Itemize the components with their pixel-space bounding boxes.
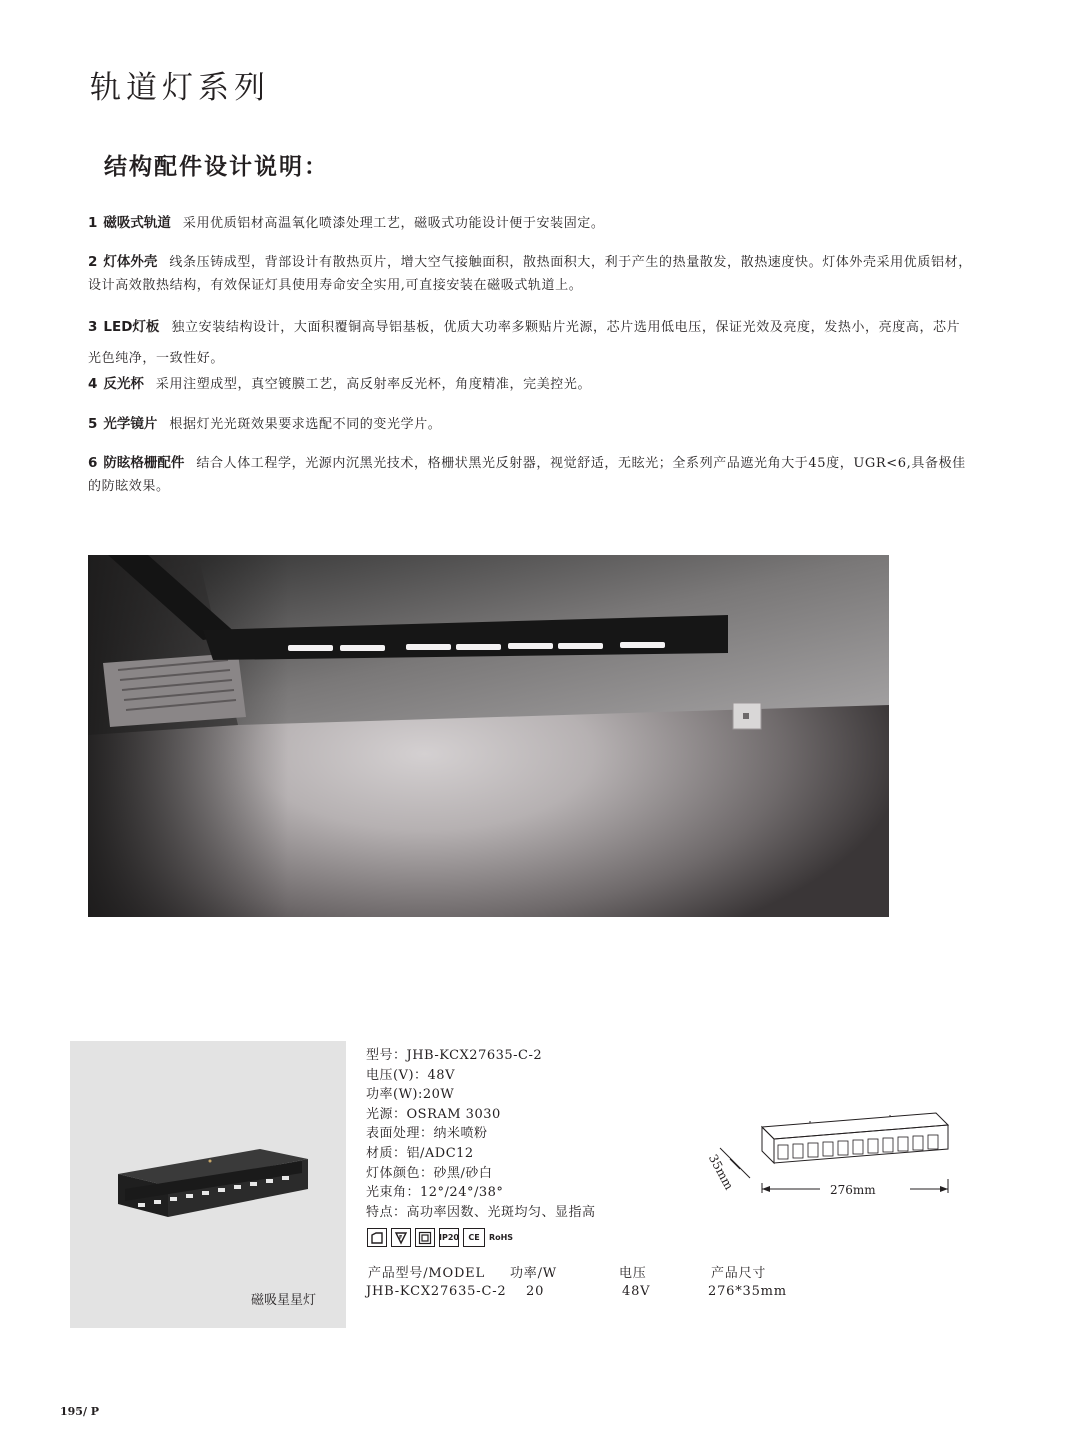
feature-number: 2 (88, 254, 98, 270)
spec-model: 型号：JHB-KCX27635-C-2 (366, 1048, 543, 1063)
ip20-icon: IP20 (439, 1228, 459, 1247)
dimension-height: 35mm (705, 1151, 737, 1193)
feature-text: 根据灯光光斑效果要求选配不同的变光学片。 (169, 417, 442, 432)
header-size: 产品尺寸 (711, 1266, 767, 1281)
spec-voltage: 电压(V)：48V (366, 1067, 455, 1083)
ceiling-mount-icon (367, 1228, 387, 1247)
ce-mark-icon: CE (463, 1228, 485, 1247)
feature-1 (88, 212, 973, 235)
feature-label: 反光杯 (103, 376, 144, 392)
spec-power: 功率(W):20W (366, 1087, 455, 1103)
feature-text: 线条压铸成型，背部设计有散热页片，增大空气接触面积，散热面积大，利于产生的热量散发，散热速度快。灯体外壳采用优质铝材，设计高效散热结构，有效保证灯具使用寿命安全实用,可直接安装在磁吸式轨道上。 (88, 255, 972, 293)
product-caption: 磁吸星星灯 (250, 1293, 316, 1308)
certification-icons (367, 1228, 513, 1247)
spec-list (366, 1046, 596, 1222)
feature-text: 结合人体工程学，光源内沉黑光技术，格栅状黑光反射器，视觉舒适，无眩光；全系列产品遮光角大于45度，UGR<6,具备极佳的防眩效果。 (88, 456, 966, 494)
rohs-icon: RoHS (488, 1233, 514, 1242)
feature-text: 采用优质铝材高温氧化喷漆处理工艺，磁吸式功能设计便于安装固定。 (182, 216, 605, 231)
feature-label: LED灯板 (103, 319, 160, 335)
section-title: 结构配件设计说明： (104, 154, 329, 180)
feature-label: 防眩格栅配件 (103, 455, 185, 471)
feature-2 (88, 251, 973, 297)
feature-label: 光学镜片 (103, 416, 158, 432)
feature-number: 3 (88, 319, 98, 335)
spec-light-source: 光源：OSRAM 3030 (366, 1106, 501, 1122)
product-image-box (70, 1041, 346, 1328)
cell-model: JHB-KCX27635-C-2 (366, 1284, 507, 1299)
feature-text: 独立安装结构设计，大面积覆铜高导铝基板，优质大功率多颗贴片光源，芯片选用低电压，保证光效及亮度，发热小，亮度高，芯片光色纯净，一致性好。 (88, 320, 961, 366)
spec-surface: 表面处理：纳米喷粉 (366, 1126, 488, 1142)
feature-number: 1 (88, 215, 98, 231)
dimension-length: 276mm (830, 1183, 876, 1197)
cell-power: 20 (526, 1284, 545, 1299)
spec-features: 特点：高功率因数、光斑均匀、显指高 (366, 1204, 596, 1220)
header-power: 功率/W (510, 1266, 557, 1281)
feature-label: 磁吸式轨道 (103, 215, 171, 231)
series-title: 轨道灯系列 (90, 70, 270, 106)
feature-3 (88, 312, 973, 374)
spec-beam-angle: 光束角：12°/24°/38° (366, 1185, 504, 1201)
installation-photo (88, 555, 889, 917)
product-image (70, 1041, 346, 1328)
feature-number: 6 (88, 455, 98, 471)
feature-6 (88, 452, 973, 498)
spec-material: 材质：铝/ADC12 (366, 1145, 474, 1161)
feature-label: 灯体外壳 (103, 254, 158, 270)
feature-5 (88, 413, 973, 436)
cell-size: 276*35mm (708, 1284, 787, 1299)
feature-4 (88, 373, 973, 396)
f-mark-icon (391, 1228, 411, 1247)
class-ii-icon (415, 1228, 435, 1247)
spec-color: 灯体颜色：砂黑/砂白 (366, 1165, 493, 1181)
feature-number: 5 (88, 416, 98, 432)
dimension-drawing (700, 1105, 960, 1215)
header-model: 产品型号/MODEL (368, 1266, 485, 1281)
page-number: 195/ P (60, 1405, 100, 1418)
feature-number: 4 (88, 376, 98, 392)
cell-voltage: 48V (622, 1284, 651, 1299)
header-voltage: 电压 (619, 1266, 647, 1281)
svg-text:F: F (399, 1234, 403, 1241)
feature-text: 采用注塑成型，真空镀膜工艺，高反射率反光杯，角度精准，完美控光。 (155, 377, 592, 392)
